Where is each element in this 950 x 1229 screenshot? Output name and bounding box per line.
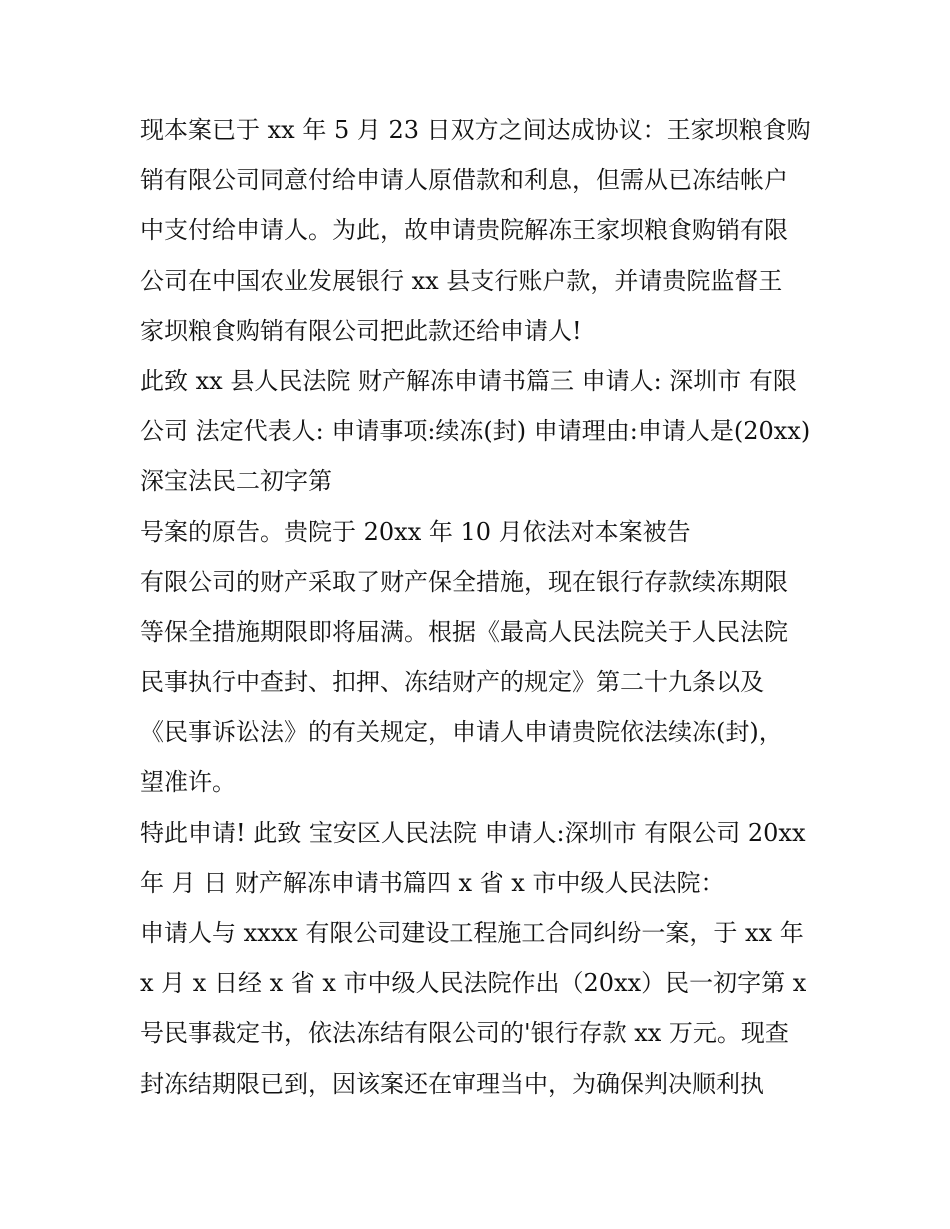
text-line-19: 号民事裁定书，依法冻结有限公司的'银行存款 xx 万元。现查: [140, 1019, 789, 1048]
text-line-17: 申请人与 xxxx 有限公司建设工程施工合同纠纷一案，于 xx 年: [140, 919, 804, 947]
document-body: [140, 112, 830, 1116]
text-line-4: 公司在中国农业发展银行 xx 县支行账户款，并请贵院监督王: [140, 266, 783, 295]
text-line-5: 家坝粮食购销有限公司把此款还给申请人!: [140, 316, 582, 345]
text-line-18: x 月 x 日经 x 省 x 市中级人民法院作出（20xx）民一初字第 x: [140, 969, 807, 998]
text-line-3: 中支付给申请人。为此，故申请贵院解冻王家坝粮食购销有限: [140, 216, 788, 245]
text-line-9: 号案的原告。贵院于 20xx 年 10 月依法对本案被告: [140, 517, 691, 546]
text-line-10: 有限公司的财产采取了财产保全措施，现在银行存款续冻期限: [140, 567, 788, 596]
text-line-8: 深宝法民二初字第: [140, 467, 332, 496]
text-line-16: 年 月 日 财产解冻申请书篇四 x 省 x 市中级人民法院：: [140, 868, 725, 897]
text-line-2: 销有限公司同意付给申请人原借款和利息，但需从已冻结帐户: [140, 166, 788, 195]
text-line-20: 封冻结期限已到，因该案还在审理当中，为确保判决顺利执: [140, 1069, 764, 1098]
text-line-12: 民事执行中查封、扣押、冻结财产的规定》第二十九条以及: [140, 668, 764, 697]
text-line-15: 特此申请! 此致 宝安区人民法院 申请人:深圳市 有限公司 20xx: [140, 818, 806, 847]
text-line-6: 此致 xx 县人民法院 财产解冻申请书篇三 申请人: 深圳市 有限: [140, 366, 797, 395]
text-line-7: 公司 法定代表人: 申请事项:续冻(封) 申请理由:申请人是(20xx): [140, 417, 811, 446]
text-line-13: 《民事诉讼法》的有关规定，申请人申请贵院依法续冻(封)，: [140, 718, 783, 747]
text-line-14: 望准许。: [140, 768, 236, 797]
text-line-1: 现本案已于 xx 年 5 月 23 日双方之间达成协议：王家坝粮食购: [140, 116, 811, 144]
text-line-11: 等保全措施期限即将届满。根据《最高人民法院关于人民法院: [140, 617, 788, 646]
